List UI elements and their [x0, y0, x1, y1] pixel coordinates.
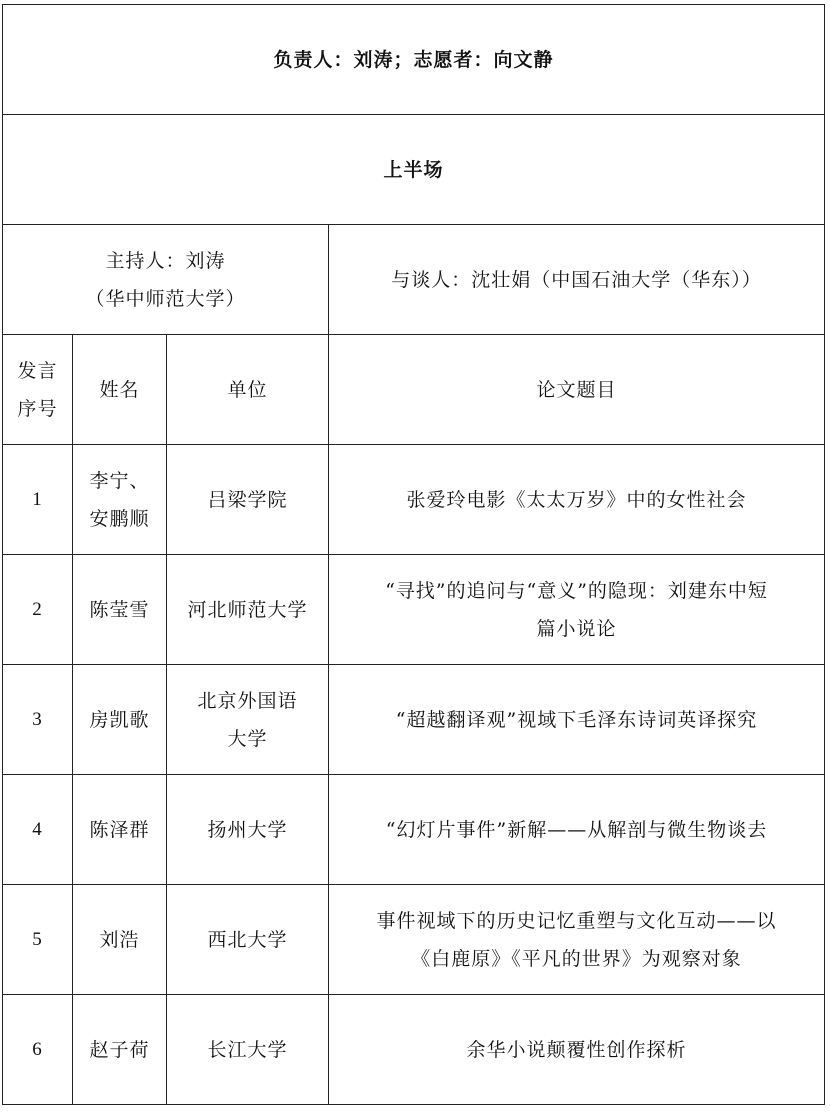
- speaker-unit: 河北师范大学: [167, 555, 329, 665]
- speaker-number: 3: [3, 665, 73, 775]
- table-row: [3, 445, 825, 555]
- header-unit: 单位: [167, 335, 329, 445]
- speaker-unit: 长江大学: [167, 995, 329, 1105]
- speaker-name: 陈莹雪: [73, 555, 167, 665]
- paper-title: 余华小说颠覆性创作探析: [329, 995, 825, 1105]
- host-affiliation: （华中师范大学）: [85, 287, 246, 310]
- speaker-unit: 北京外国语 大学: [167, 665, 329, 775]
- speaker-number: 5: [3, 885, 73, 995]
- speaker-name: 房凯歌: [73, 665, 167, 775]
- paper-title: “超越翻译观”视域下毛泽东诗词英译探究: [329, 665, 825, 775]
- speaker-number: 2: [3, 555, 73, 665]
- discussant-cell: 与谈人：沈壮娟（中国石油大学（华东））: [329, 225, 825, 335]
- paper-title: 张爱玲电影《太太万岁》中的女性社会: [329, 445, 825, 555]
- speaker-number: 4: [3, 775, 73, 885]
- speaker-number: 1: [3, 445, 73, 555]
- host-cell: [3, 225, 329, 335]
- header-title: 论文题目: [329, 335, 825, 445]
- table-row: [3, 775, 825, 885]
- speaker-name: 陈泽群: [73, 775, 167, 885]
- session-title: 上半场: [3, 115, 825, 225]
- paper-title: “寻找”的追问与“意义”的隐现：刘建东中短 篇小说论: [329, 555, 825, 665]
- speaker-unit: 扬州大学: [167, 775, 329, 885]
- table-row: [3, 555, 825, 665]
- speaker-name: 赵子荷: [73, 995, 167, 1105]
- paper-title: 事件视域下的历史记忆重塑与文化互动——以 《白鹿原》《平凡的世界》为观察对象: [329, 885, 825, 995]
- session-row: [3, 115, 825, 225]
- speaker-number: 6: [3, 995, 73, 1105]
- table-row: [3, 885, 825, 995]
- header-order: 发言 序号: [3, 335, 73, 445]
- staff-cell: 负责人：刘涛；志愿者：向文静: [3, 5, 825, 115]
- host-name: 主持人：刘涛: [105, 249, 226, 272]
- column-header-row: [3, 335, 825, 445]
- schedule-table: [2, 4, 825, 1105]
- paper-title: “幻灯片事件”新解——从解剖与微生物谈去: [329, 775, 825, 885]
- speaker-name: 刘浩: [73, 885, 167, 995]
- table-row: [3, 995, 825, 1105]
- table-row: [3, 665, 825, 775]
- host-row: [3, 225, 825, 335]
- staff-row: [3, 5, 825, 115]
- speaker-unit: 西北大学: [167, 885, 329, 995]
- speaker-unit: 吕梁学院: [167, 445, 329, 555]
- header-name: 姓名: [73, 335, 167, 445]
- speaker-name: 李宁、 安鹏顺: [73, 445, 167, 555]
